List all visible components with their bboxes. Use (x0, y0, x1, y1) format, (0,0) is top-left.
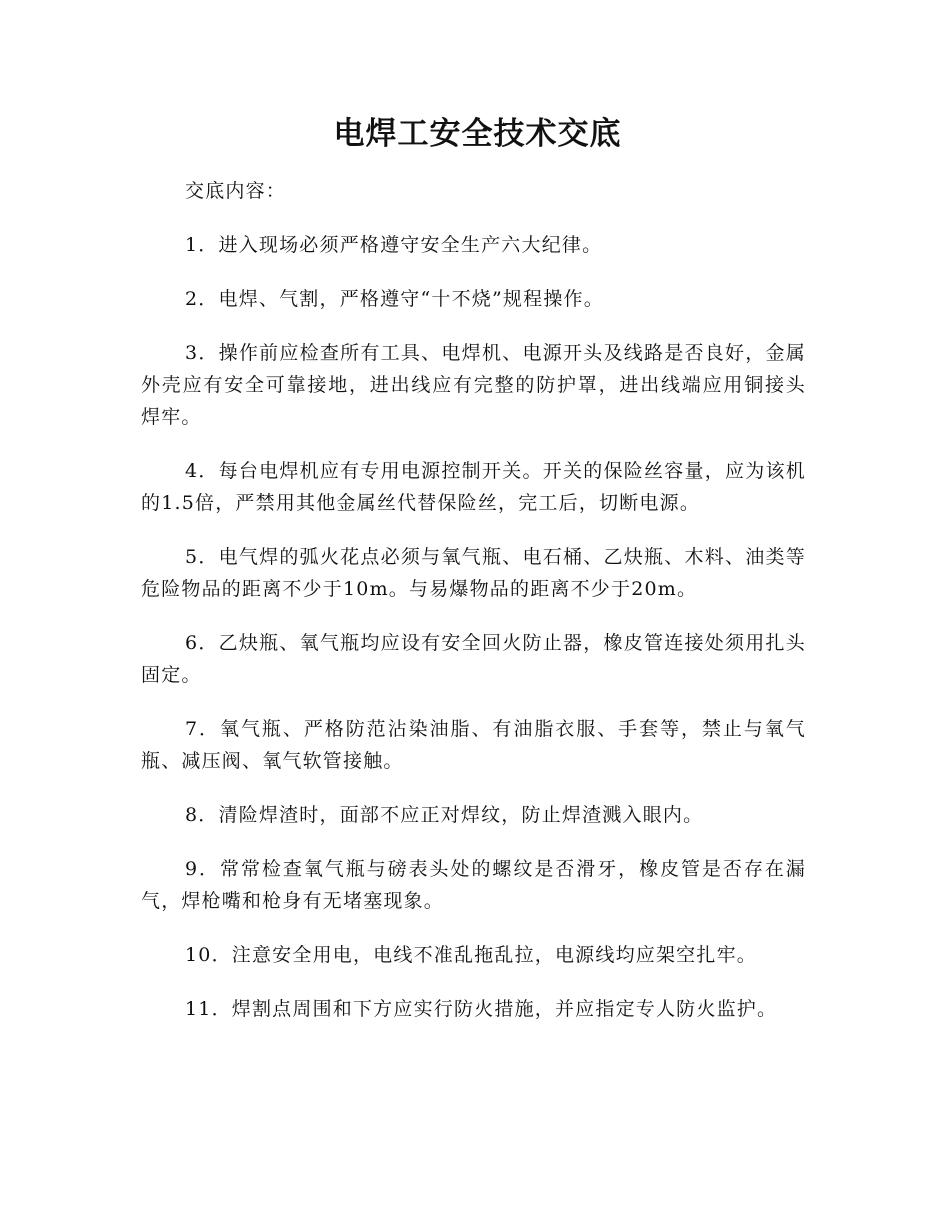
safety-item-7: 7．氧气瓶、严格防范沾染油脂、有油脂衣服、手套等，禁止与氧气瓶、减压阀、氧气软管接触。 (141, 718, 806, 772)
safety-item-10: 10．注意安全用电，电线不准乱拖乱拉，电源线均应架空扎牢。 (185, 944, 757, 966)
document-content (141, 112, 806, 1025)
document-title: 电焊工安全技术交底 (333, 116, 622, 152)
safety-item-5: 5．电气焊的弧火花点必须与氧气瓶、电石桶、乙炔瓶、木料、油类等危险物品的距离不少于10m。与易爆物品的距离不少于20m。 (141, 546, 806, 600)
safety-item-3: 3．操作前应检查所有工具、电焊机、电源开头及线路是否良好，金属外壳应有安全可靠接地，进出线应有完整的防护罩，进出线端应用铜接头焊牢。 (141, 342, 806, 428)
safety-item-9: 9．常常检查氧气瓶与磅表头处的螺纹是否滑牙，橡皮管是否存在漏气，焊枪嘴和枪身有无堵塞现象。 (141, 858, 806, 912)
safety-item-2: 2．电焊、气割，严格遵守“十不烧”规程操作。 (185, 288, 604, 310)
safety-item-1: 1．进入现场必须严格遵守安全生产六大纪律。 (185, 234, 603, 256)
safety-item-8: 8．清险焊渣时，面部不应正对焊纹，防止焊渣溅入眼内。 (185, 804, 704, 826)
safety-item-4: 4．每台电焊机应有专用电源控制开关。开关的保险丝容量，应为该机的1.5倍，严禁用其他金属丝代替保险丝，完工后，切断电源。 (141, 460, 806, 514)
safety-item-11: 11．焊割点周围和下方应实行防火措施，并应指定专人防火监护。 (185, 998, 778, 1020)
safety-item-6: 6．乙炔瓶、氧气瓶均应设有安全回火防止器，橡皮管连接处须用扎头固定。 (141, 632, 806, 686)
intro-label: 交底内容： (185, 180, 287, 202)
safety-items-list (141, 229, 806, 1025)
